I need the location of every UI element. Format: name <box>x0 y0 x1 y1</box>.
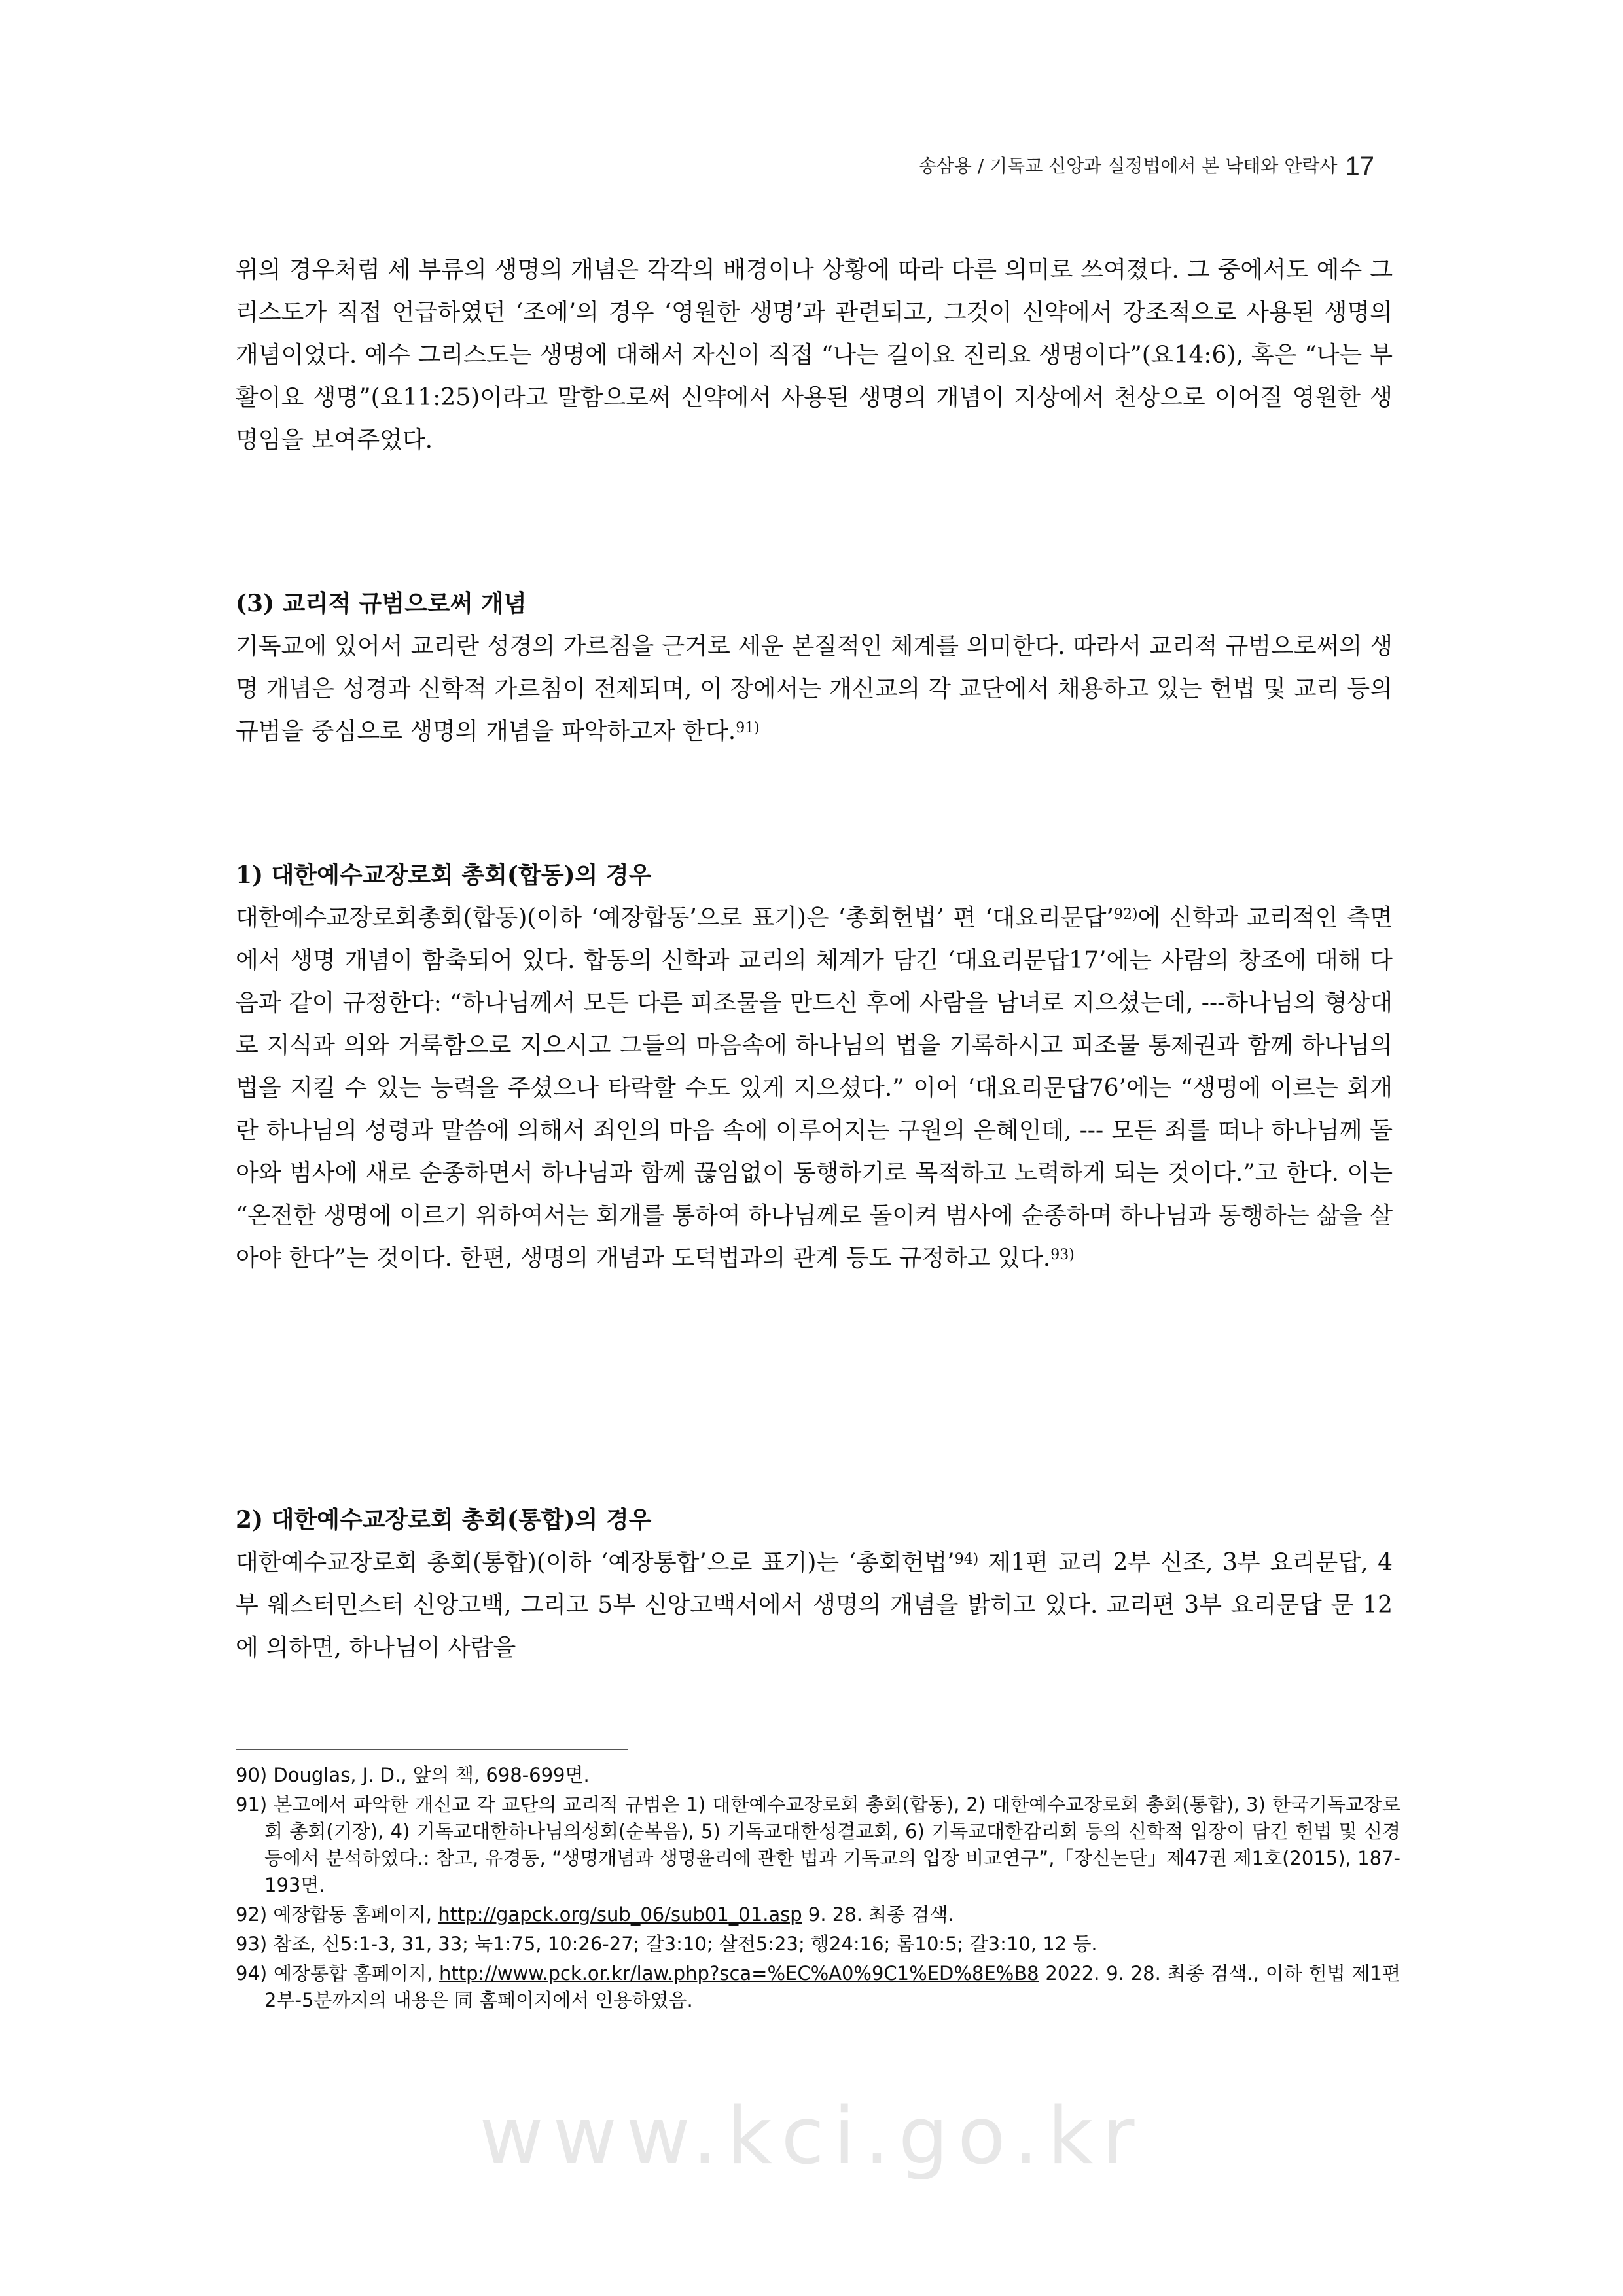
paragraph-doctrine <box>236 625 1393 753</box>
subsection-heading-hapdong: 1) 대한예수교장로회 총회(합동)의 경우 <box>236 861 652 889</box>
section-doctrinal-norms <box>236 583 1393 753</box>
footnote-ref-92[interactable]: 92) <box>1113 906 1138 923</box>
section-intro <box>236 249 1393 461</box>
paragraph-tonghap <box>236 1541 1393 1669</box>
footnote-92 <box>236 1901 1400 1928</box>
footnote-94-text: 94) 예장통합 홈페이지, <box>236 1962 440 1984</box>
footnote-divider <box>236 1749 628 1750</box>
footnote-92-tail: 9. 28. 최종 검색. <box>802 1903 954 1926</box>
paragraph-hapdong <box>236 897 1393 1280</box>
page-number: 17 <box>1345 152 1374 181</box>
paragraph-hapdong-text-a: 대한예수교장로회총회(합동)(이하 ‘예장합동’으로 표기)은 ‘총회헌법’ 편 ‘대요리문답’ <box>236 905 1114 931</box>
section-heading-3: (3) 교리적 규범으로써 개념 <box>236 590 527 617</box>
paragraph-doctrine-text: 기독교에 있어서 교리란 성경의 가르침을 근거로 세운 본질적인 체계를 의미한다. 따라서 교리적 규범으로써의 생명 개념은 성경과 신학적 가르침이 전제되며, 이 장에서는 개신교의 각 교단에서 채용하고 있는 헌법 및 교리 등의 규범을 중심으로 생명의 개념을 파악하고자 한다. <box>236 633 1393 745</box>
paragraph-life-concepts: 위의 경우처럼 세 부류의 생명의 개념은 각각의 배경이나 상황에 따라 다른 의미로 쓰여졌다. 그 중에서도 예수 그리스도가 직접 언급하였던 ‘조에’의 경우 ‘영원한 생명’과 관련되고, 그것이 신약에서 강조적으로 사용된 생명의 개념이었다. 예수 그리스도는 생명에 대해서 자신이 직접 “나는 길이요 진리요 생명이다”(요14:6), 혹은 “나는 부활이요 생명”(요11:25)이라고 말함으로써 신약에서 사용된 생명의 개념이 지상에서 천상으로 이어질 영원한 생명임을 보여주었다. <box>236 257 1393 454</box>
section-tonghap <box>236 1499 1393 1669</box>
footnote-90: 90) Douglas, J. D., 앞의 책, 698-699면. <box>236 1764 590 1786</box>
running-title: 송삼용 / 기독교 신앙과 실정법에서 본 낙태와 안락사 <box>918 155 1338 177</box>
footnotes <box>236 1762 1400 2017</box>
footnote-ref-93[interactable]: 93) <box>1050 1247 1075 1263</box>
paragraph-tonghap-text-b: 제1편 교리 2부 신조, 3부 요리문답, 4부 웨스터민스터 신앙고백, 그리고 5부 신앙고백서에서 생명의 개념을 밝히고 있다. 교리편 3부 요리문답 문 12에 의하면, 하나님이 사람을 <box>236 1549 1393 1661</box>
footnote-94-link[interactable]: http://www.pck.or.kr/law.php?sca=%EC%A0%9C1%ED%8E%B8 <box>439 1962 1039 1984</box>
paragraph-hapdong-text-b: 에 신학과 교리적인 측면에서 생명 개념이 함축되어 있다. 합동의 신학과 교리의 체계가 담긴 ‘대요리문답17’에는 사람의 창조에 대해 다음과 같이 규정한다: “하나님께서 모든 다른 피조물을 만드신 후에 사람을 남녀로 지으셨는데, ---하나님의 형상대로 지식과 의와 거룩함으로 지으시고 그들의 마음속에 하나님의 법을 기록하시고 피조물 통제권과 함께 하나님의 법을 지킬 수 있는 능력을 주셨으나 타락할 수도 있게 지으셨다.” 이어 ‘대요리문답76’에는 “생명에 이르는 회개란 하나님의 성령과 말씀에 의해서 죄인의 마음 속에 이루어지는 구원의 은혜인데, --- 모든 죄를 떠나 하나님께 돌아와 범사에 새로 순종하면서 하나님과 함께 끊임없이 동행하기로 목적하고 노력하게 되는 것이다.”고 한다. 이는 “온전한 생명에 이르기 위하여서는 회개를 통하여 하나님께로 돌이켜 범사에 순종하며 하나님과 동행하는 삶을 살아야 한다”는 것이다. 한편, 생명의 개념과 도덕법과의 관계 등도 규정하고 있다. <box>236 905 1393 1272</box>
section-hapdong <box>236 854 1393 1280</box>
footnote-ref-91[interactable]: 91) <box>736 720 760 736</box>
paragraph-tonghap-text-a: 대한예수교장로회 총회(통합)(이하 ‘예장통합’으로 표기)는 ‘총회헌법’ <box>236 1549 955 1576</box>
footnote-93: 93) 참조, 신5:1-3, 31, 33; 눅1:75, 10:26-27; 갈3:10; 살전5:23; 행24:16; 롬10:5; 갈3:10, 12 등. <box>236 1933 1097 1955</box>
subsection-heading-tonghap: 2) 대한예수교장로회 총회(통합)의 경우 <box>236 1506 652 1534</box>
footnote-ref-94[interactable]: 94) <box>954 1551 979 1568</box>
running-header <box>919 152 1374 181</box>
watermark: www.kci.go.kr <box>479 2091 1144 2182</box>
footnote-94-tail: 2022. 9. 28. 최종 검색., 이하 헌법 제1편 2부-5분까지의 내용은 同 홈페이지에서 인용하였음. <box>264 1962 1400 2011</box>
footnote-94 <box>236 1960 1400 2014</box>
footnote-92-link[interactable]: http://gapck.org/sub_06/sub01_01.asp <box>438 1903 802 1926</box>
footnote-92-text: 92) 예장합동 홈페이지, <box>236 1903 438 1926</box>
footnote-91: 91) 본고에서 파악한 개신교 각 교단의 교리적 규범은 1) 대한예수교장로회 총회(합동), 2) 대한예수교장로회 총회(통합), 3) 한국기독교장로회 총회(기장), 4) 기독교대한하나님의성회(순복음), 5) 기독교대한성결교회, 6) 기독교대한감리회 등의 신학적 입장이 담긴 헌법 및 신경 등에서 분석하였다.: 참고, 유경동, “생명개념과 생명윤리에 관한 법과 기독교의 입장 비교연구”,「장신논단」제47권 제1호(2015), 187-193면. <box>236 1793 1400 1896</box>
